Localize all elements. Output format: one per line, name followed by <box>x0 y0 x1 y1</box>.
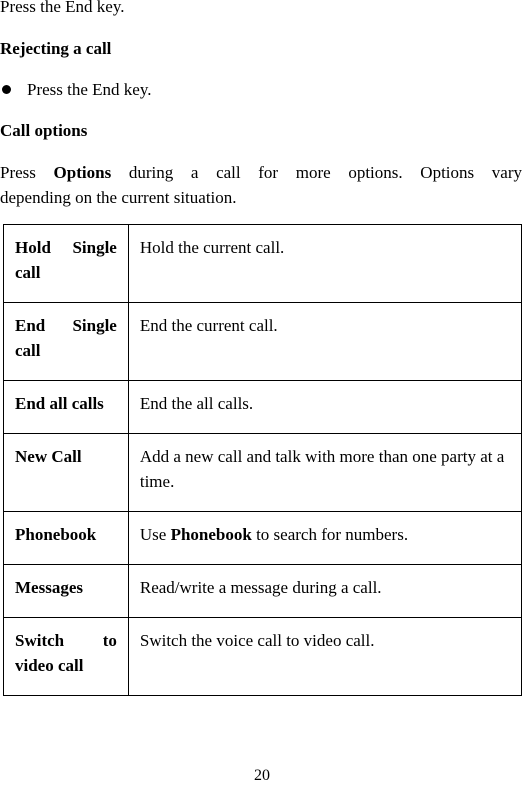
paragraph-line-2: depending on the current situation. <box>0 188 237 207</box>
option-name: Switch to video call <box>4 618 129 696</box>
table-row <box>4 381 522 434</box>
table-row <box>4 225 522 303</box>
table-row <box>4 512 522 565</box>
option-name: Phonebook <box>4 512 129 565</box>
paragraph-line-1 <box>0 160 522 185</box>
description-text: Use <box>139 525 171 544</box>
description-text: to search for numbers. <box>251 525 409 544</box>
call-options-paragraph <box>0 160 522 210</box>
intro-line: Press the End key. <box>0 0 125 16</box>
option-description <box>128 512 521 565</box>
call-options-table <box>3 224 522 696</box>
option-description: Read/write a message during a call. <box>128 565 521 618</box>
phonebook-keyword: Phonebook <box>170 525 252 544</box>
table-row <box>4 618 522 696</box>
table-row <box>4 434 522 512</box>
table-row <box>4 565 522 618</box>
page-number: 20 <box>254 767 270 784</box>
option-name: End Single call <box>4 303 129 381</box>
option-description: Hold the current call. <box>128 225 521 303</box>
paragraph-text: Press <box>0 163 54 182</box>
option-name: End all calls <box>4 381 129 434</box>
options-keyword: Options <box>53 163 112 182</box>
rejecting-call-heading: Rejecting a call <box>0 39 112 58</box>
bullet-item <box>0 78 152 102</box>
bullet-text: Press the End key. <box>27 80 152 99</box>
option-description: End the current call. <box>128 303 521 381</box>
option-description: Add a new call and talk with more than one party at a time. <box>128 434 521 512</box>
option-name: Hold Single call <box>4 225 129 303</box>
table-row <box>4 303 522 381</box>
option-name: New Call <box>4 434 129 512</box>
bullet-dot-icon <box>2 85 11 94</box>
call-options-heading: Call options <box>0 121 88 140</box>
option-name: Messages <box>4 565 129 618</box>
paragraph-text: during a call for more options. Options vary <box>111 163 522 182</box>
option-description: End the all calls. <box>128 381 521 434</box>
option-description: Switch the voice call to video call. <box>128 618 521 696</box>
